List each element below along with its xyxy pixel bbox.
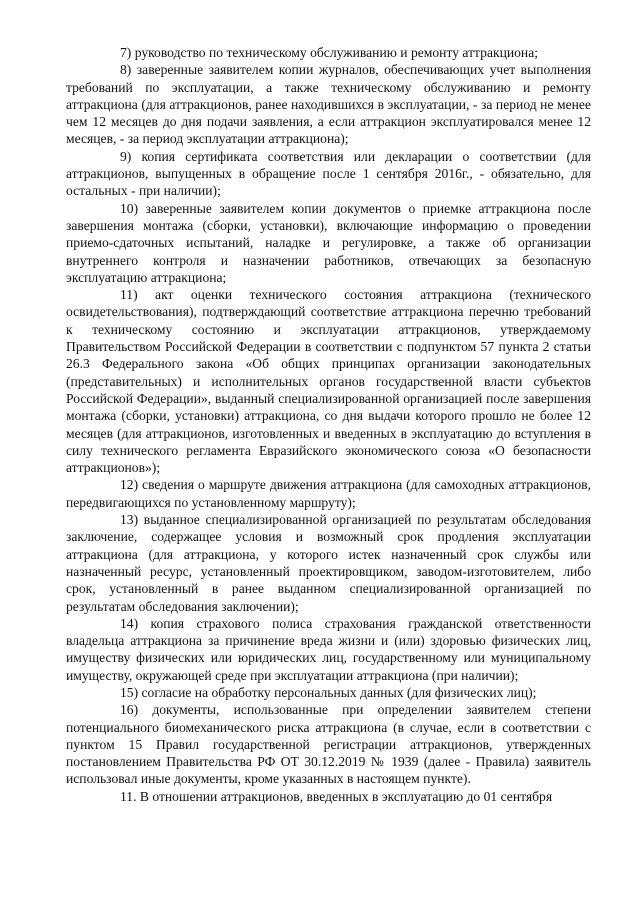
- paragraph-item-15: 15) согласие на обработку персональных данных (для физических лиц);: [120, 684, 537, 700]
- paragraph-item-7: 7) руководство по техническому обслуживанию и ремонту аттракциона;: [120, 45, 539, 60]
- section-11-paragraph: 11. В отношении аттракционов, введенных в эксплуатацию до 01 сентября: [120, 788, 553, 804]
- paragraph-item-8: 8) заверенные заявителем копии журналов, обеспечивающих учет выполнения требований по эксплуатации, а также техническому обслуживанию и ремонту аттракциона (для аттракционов, ранее находившихся в эксплуатации, - за период не менее чем 12 месяцев до дня подачи заявления, а если аттракцион эксплуатировался менее 12 месяцев, - за период эксплуатации аттракциона);: [66, 62, 591, 147]
- paragraph-item-9: 9) копия сертификата соответствия или декларации о соответствии (для аттракционов, выпущенных в обращение после 1 сентября 2016г., - обязательно, для остальных - при наличии);: [66, 148, 591, 199]
- paragraph-item-11: 11) акт оценки технического состояния аттракциона (технического освидетельствования), подтверждающий соответствие аттракциона перечню требований к техническому состоянию и эксплуатации аттракционов, утверждаемому Правительством Российской Федерации в соответствии с подпунктом 57 пункта 2 статьи 26.3 Федерального закона «Об общих принципах организации законодательных (представительных) и исполнительных органов государственной власти субъектов Российской Федерации», выданный специализированной организацией после завершения монтажа (сборки, установки) аттракциона, со дня выдачи которого прошло не более 12 месяцев (для аттракционов, изготовленных и введенных в эксплуатацию до вступления в силу технического регламента Евразийского экономического союза «О безопасности аттракционов»);: [66, 287, 591, 476]
- paragraph-item-14: 14) копия страхового полиса страхования гражданской ответственности владельца аттракциона за причинение вреда жизни и (или) здоровью физических лиц, имуществу физических или юридических лиц, государственному или муниципальному имуществу, окружающей среде при эксплуатации аттракциона (при наличии);: [66, 615, 591, 683]
- paragraph-item-12: 12) сведения о маршруте движения аттракциона (для самоходных аттракционов, передвигающихся по установленному маршруту);: [66, 477, 591, 510]
- paragraph-item-10: 10) заверенные заявителем копии документов о приемке аттракциона после завершения монтажа (сборки, установки), включающие информацию о проведении приемо-сдаточных испытаний, наладке и регулировке, а также об организации внутреннего контроля и назначении работников, отвечающих за безопасную эксплуатацию аттракциона;: [66, 200, 591, 285]
- paragraph-item-16: 16) документы, использованные при определении заявителем степени потенциального биомеханического риска аттракциона (в случае, если в соответствии с пунктом 15 Правил государственной регистрации аттракционов, утвержденных постановлением Правительства РФ ОТ 30.12.2019 № 1939 (далее - Правила) заявитель использовал иные документы, кроме указанных в настоящем пункте).: [66, 702, 591, 787]
- paragraph-item-13: 13) выданное специализированной организацией по результатам обследования заключение, содержащее условия и возможный срок продления эксплуатации аттракциона (для аттракциона, у которого истек назначенный срок службы или назначенный ресурс, установленный проектировщиком, заводом-изготовителем, либо срок, установленный в ранее выданном специализированной организацией по результатам обследования заключении);: [66, 512, 591, 614]
